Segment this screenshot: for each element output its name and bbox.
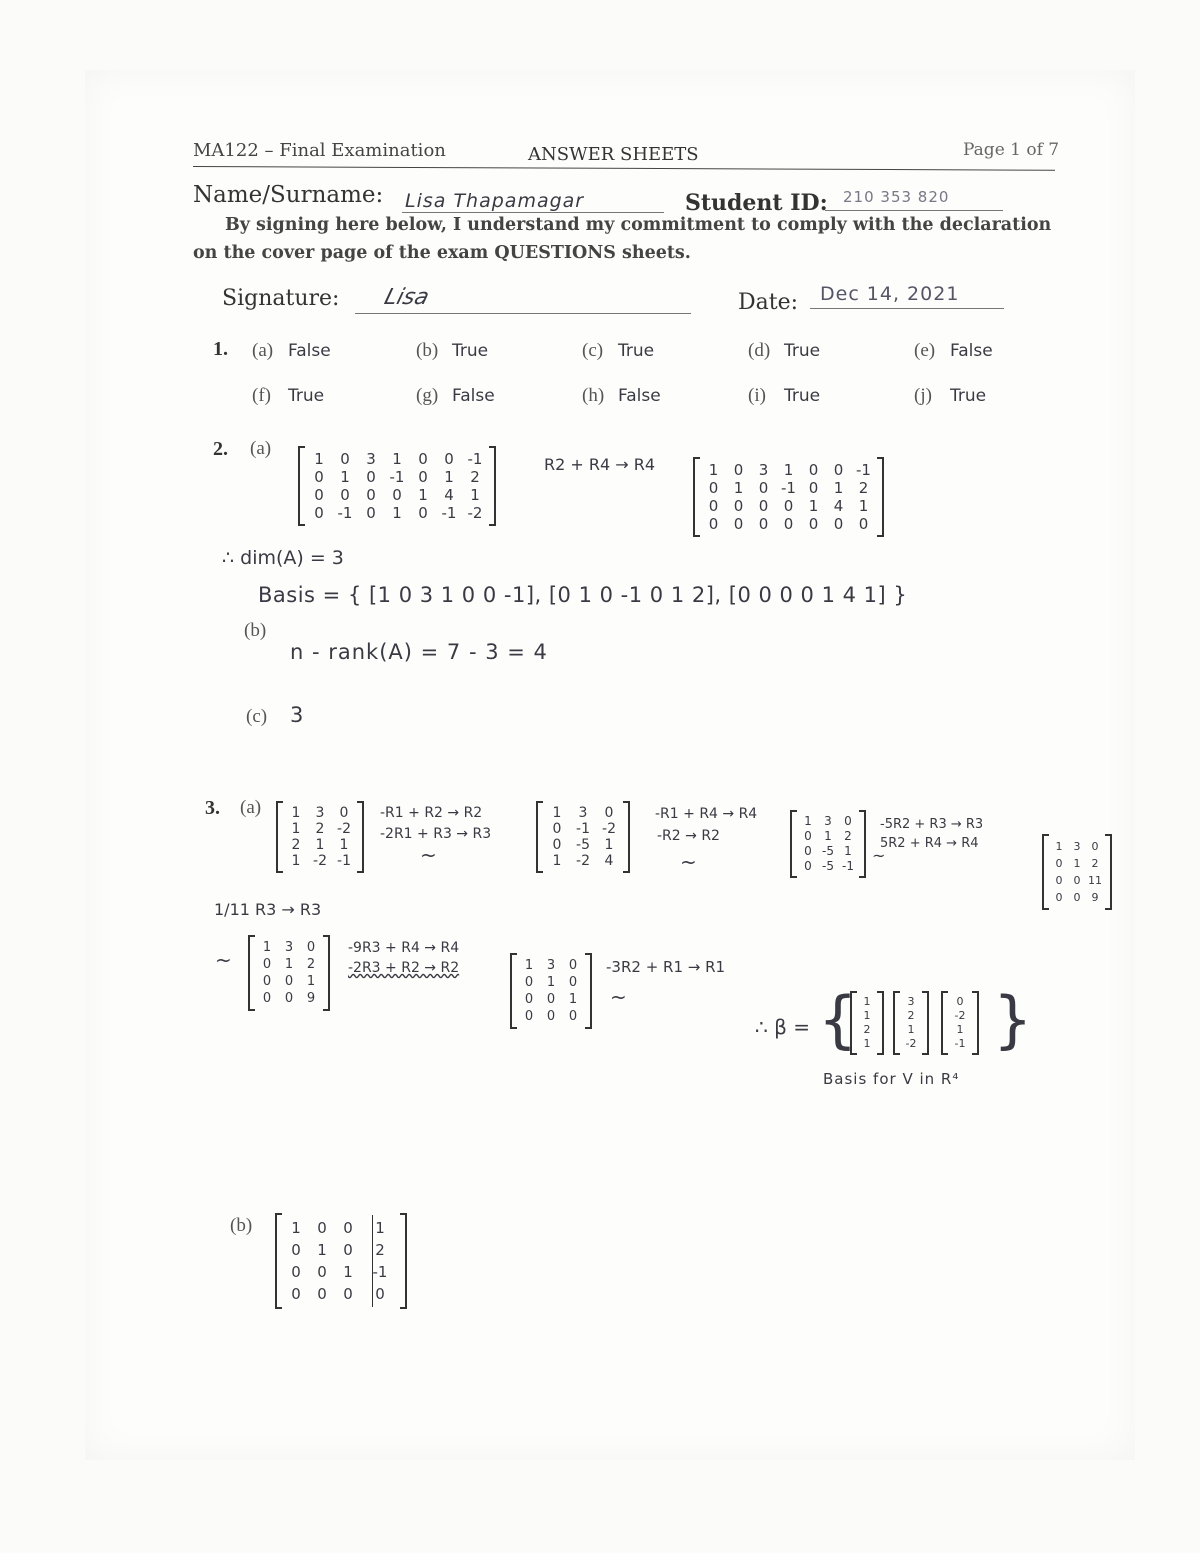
matrix-entry: 1 <box>708 461 719 479</box>
q1-answer-label: (j) <box>914 385 932 406</box>
date-value: Dec 14, 2021 <box>820 283 960 305</box>
q3-matrix-1 <box>276 803 364 871</box>
matrix-entry: 1 <box>314 450 324 468</box>
matrix-entry: 0 <box>317 1219 327 1237</box>
matrix-entry: 1 <box>339 837 349 853</box>
signature-value: Lisa <box>381 285 432 310</box>
matrix-entry: 0 <box>546 992 556 1007</box>
matrix-entry: 0 <box>314 486 324 504</box>
matrix-entry: 0 <box>284 991 294 1006</box>
matrix-entry: 2 <box>863 1023 871 1036</box>
matrix-entry: 0 <box>604 805 614 821</box>
matrix-entry: 3 <box>546 958 556 973</box>
q3-op-4: 1/11 R3 → R3 <box>214 900 322 919</box>
q3-op-1b: -2R1 + R3 → R3 <box>380 826 492 842</box>
q3-matrix-4 <box>1042 836 1112 908</box>
q3-op-1a: -R1 + R2 → R2 <box>380 805 483 821</box>
matrix-entry: -2 <box>954 1009 966 1022</box>
matrix-entry: 0 <box>804 829 812 843</box>
matrix-entry: 3 <box>578 805 588 821</box>
matrix-entry: 0 <box>375 1285 385 1303</box>
matrix-entry: 4 <box>444 486 454 504</box>
matrix-entry: 1 <box>315 837 325 853</box>
declaration-line-2: on the cover page of the exam QUESTIONS sheets. <box>193 243 691 263</box>
matrix-entry: 3 <box>315 805 325 821</box>
matrix-entry: -1 <box>856 461 871 479</box>
matrix-entry: 0 <box>340 486 350 504</box>
matrix-entry: 0 <box>1091 840 1099 853</box>
matrix-entry: 0 <box>306 940 316 955</box>
q1-answer-value: False <box>452 386 495 406</box>
matrix-entry: 2 <box>315 821 325 837</box>
q1-answer-value: True <box>784 341 821 361</box>
q3-basis-caption: Basis for V in R⁴ <box>823 1070 960 1088</box>
q3-tilde-1: ~ <box>420 843 437 867</box>
matrix-entry: 0 <box>808 479 819 497</box>
matrix-entry: 0 <box>392 486 402 504</box>
q1-answer-value: True <box>950 386 987 406</box>
matrix-entry: 1 <box>392 450 402 468</box>
matrix-entry: 0 <box>568 1009 578 1024</box>
matrix-entry: 1 <box>524 958 534 973</box>
matrix-entry: 0 <box>808 515 819 533</box>
course-title: MA122 – Final Examination <box>193 140 446 161</box>
matrix-entry: 1 <box>444 468 454 486</box>
matrix-entry: 0 <box>343 1241 353 1259</box>
matrix-entry: 1 <box>824 829 832 843</box>
q3-tilde-2: ~ <box>680 850 697 874</box>
matrix-entry: -1 <box>467 450 483 468</box>
matrix-entry: 0 <box>317 1263 327 1281</box>
matrix-entry: 0 <box>833 461 844 479</box>
student-id-value: 210 353 820 <box>843 188 950 206</box>
q3-op-5a: -9R3 + R4 → R4 <box>348 940 460 956</box>
matrix-entry: 1 <box>418 486 428 504</box>
matrix-entry: -2 <box>313 853 327 869</box>
matrix-entry: 1 <box>804 814 812 828</box>
matrix-entry: 2 <box>291 837 301 853</box>
q1-answer-label: (a) <box>252 340 274 361</box>
matrix-entry: 1 <box>291 821 301 837</box>
matrix-entry: 1 <box>1073 857 1081 870</box>
matrix-entry: 0 <box>708 479 719 497</box>
q3-beta-label: ∴ β = <box>755 1015 810 1039</box>
matrix-entry: 0 <box>1055 874 1063 887</box>
matrix-entry: 0 <box>524 975 534 990</box>
matrix-entry: 0 <box>291 1263 301 1281</box>
matrix-entry: 1 <box>262 940 272 955</box>
q2-part-b: (b) <box>244 620 267 641</box>
matrix-entry: 0 <box>758 497 769 515</box>
sheet-title: ANSWER SHEETS <box>528 144 699 165</box>
matrix-entry: 2 <box>844 829 852 843</box>
q3-tilde-5: ~ <box>610 985 627 1009</box>
q3-matrix-2 <box>536 803 630 871</box>
q3-basis-open-brace: { <box>818 983 858 1056</box>
q2-part-c: (c) <box>246 706 268 727</box>
matrix-entry: 0 <box>317 1285 327 1303</box>
matrix-entry: 0 <box>343 1285 353 1303</box>
q1-answer-label: (h) <box>582 385 605 406</box>
matrix-entry: 3 <box>1073 840 1081 853</box>
q1-answer-value: True <box>288 386 325 406</box>
matrix-entry: 1 <box>291 805 301 821</box>
matrix-entry: 1 <box>343 1263 353 1281</box>
matrix-entry: 0 <box>808 461 819 479</box>
matrix-entry: 2 <box>907 1009 915 1022</box>
q1-answer-value: False <box>288 341 331 361</box>
matrix-entry: 0 <box>314 504 324 522</box>
q3-augment-divider <box>372 1215 373 1307</box>
matrix-entry: -1 <box>337 504 353 522</box>
q3-basis-vector-2 <box>893 993 929 1053</box>
name-label: Name/Surname: <box>193 182 384 208</box>
matrix-entry: -2 <box>576 853 590 869</box>
student-id-label: Student ID: <box>685 190 828 216</box>
matrix-entry: 1 <box>317 1241 327 1259</box>
q3-basis-close-brace: } <box>993 983 1033 1056</box>
matrix-entry: 0 <box>552 821 562 837</box>
matrix-entry: 1 <box>568 992 578 1007</box>
matrix-entry: 0 <box>262 991 272 1006</box>
q3-basis-vector-3 <box>941 993 979 1053</box>
matrix-entry: 1 <box>552 805 562 821</box>
matrix-entry: 0 <box>804 844 812 858</box>
matrix-entry: 4 <box>833 497 844 515</box>
q3-op-3b: 5R2 + R4 → R4 <box>880 836 979 851</box>
matrix-entry: 3 <box>824 814 832 828</box>
matrix-entry: 2 <box>1091 857 1099 870</box>
matrix-entry: 1 <box>863 1037 871 1050</box>
q1-answer-label: (d) <box>748 340 771 361</box>
matrix-entry: 3 <box>907 995 915 1008</box>
q2-part-c-value: 3 <box>290 703 304 727</box>
matrix-entry: 0 <box>733 497 744 515</box>
signature-label: Signature: <box>222 286 340 311</box>
matrix-entry: 0 <box>314 468 324 486</box>
matrix-entry: -1 <box>337 853 351 869</box>
q3-tilde-4: ~ <box>215 948 232 972</box>
matrix-entry: 9 <box>1091 891 1099 904</box>
name-underline <box>402 212 664 213</box>
matrix-entry: -1 <box>576 821 590 837</box>
q3-part-b: (b) <box>230 1215 253 1236</box>
q1-answer-label: (b) <box>416 340 439 361</box>
matrix-entry: 1 <box>956 1023 964 1036</box>
matrix-entry: 1 <box>733 479 744 497</box>
page-indicator: Page 1 of 7 <box>963 140 1060 160</box>
q1-answer-label: (g) <box>416 385 439 406</box>
matrix-entry: 0 <box>546 1009 556 1024</box>
matrix-entry: 0 <box>568 958 578 973</box>
q3-op-3a: -5R2 + R3 → R3 <box>880 817 984 832</box>
q1-number: 1. <box>213 338 228 360</box>
matrix-entry: 0 <box>291 1285 301 1303</box>
q2-matrix-reduced <box>693 459 884 535</box>
matrix-entry: 1 <box>392 504 402 522</box>
matrix-entry: 1 <box>284 957 294 972</box>
matrix-entry: 0 <box>340 450 350 468</box>
matrix-entry: 2 <box>375 1241 385 1259</box>
matrix-entry: 0 <box>1073 874 1081 887</box>
q1-answer-value: True <box>618 341 655 361</box>
q1-answer-value: True <box>452 341 489 361</box>
matrix-entry: 0 <box>708 515 719 533</box>
matrix-entry: 0 <box>1055 891 1063 904</box>
matrix-entry: 2 <box>858 479 869 497</box>
matrix-entry: 1 <box>844 844 852 858</box>
matrix-entry: 0 <box>956 995 964 1008</box>
q1-answer-value: False <box>950 341 993 361</box>
q3-matrix-3 <box>790 812 866 876</box>
matrix-entry: 1 <box>291 1219 301 1237</box>
matrix-entry: 0 <box>783 497 794 515</box>
q3-op-6: -3R2 + R1 → R1 <box>606 958 726 976</box>
matrix-entry: 1 <box>808 497 819 515</box>
q3-basis-vector-1 <box>850 993 884 1053</box>
q3-matrix-5 <box>248 937 330 1009</box>
matrix-entry: -1 <box>954 1037 966 1050</box>
matrix-entry: 0 <box>262 957 272 972</box>
q1-answer-label: (f) <box>252 385 271 406</box>
matrix-entry: 0 <box>1073 891 1081 904</box>
q2-number: 2. <box>213 438 228 460</box>
matrix-entry: 0 <box>758 515 769 533</box>
matrix-entry: 0 <box>284 974 294 989</box>
declaration-line-1: By signing here below, I understand my commitment to comply with the declaration <box>225 215 1052 235</box>
q3-matrix-6 <box>510 955 592 1027</box>
matrix-entry: 0 <box>262 974 272 989</box>
q2-row-op: R2 + R4 → R4 <box>544 455 656 474</box>
matrix-entry: 0 <box>833 515 844 533</box>
q3-op-2b: -R2 → R2 <box>657 828 720 844</box>
matrix-entry: 0 <box>418 504 428 522</box>
q3-op-2a: -R1 + R4 → R4 <box>655 806 758 822</box>
matrix-entry: 4 <box>604 853 614 869</box>
matrix-entry: -1 <box>781 479 796 497</box>
date-underline <box>810 308 1004 309</box>
matrix-entry: 0 <box>758 479 769 497</box>
matrix-entry: 3 <box>284 940 294 955</box>
matrix-entry: -5 <box>822 844 834 858</box>
matrix-entry: 0 <box>291 1241 301 1259</box>
matrix-entry: 1 <box>340 468 350 486</box>
matrix-entry: 0 <box>418 468 428 486</box>
matrix-entry: 0 <box>418 450 428 468</box>
name-value: Lisa Thapamagar <box>405 190 585 212</box>
matrix-entry: -1 <box>441 504 457 522</box>
answer-sheet-paper <box>85 70 1135 1460</box>
matrix-entry: -2 <box>337 821 351 837</box>
matrix-entry: 0 <box>366 468 376 486</box>
matrix-entry: 0 <box>858 515 869 533</box>
matrix-entry: 0 <box>366 504 376 522</box>
q2-part-a: (a) <box>250 438 272 459</box>
signature-underline <box>355 313 691 314</box>
matrix-entry: 1 <box>470 486 480 504</box>
date-label: Date: <box>738 290 799 315</box>
matrix-entry: -2 <box>602 821 616 837</box>
matrix-entry: 0 <box>339 805 349 821</box>
matrix-entry: 0 <box>524 1009 534 1024</box>
matrix-entry: 0 <box>343 1219 353 1237</box>
matrix-entry: -5 <box>822 859 834 873</box>
q1-answer-label: (i) <box>748 385 766 406</box>
matrix-entry: 1 <box>306 974 316 989</box>
matrix-entry: 1 <box>604 837 614 853</box>
q3-part-a: (a) <box>240 797 262 818</box>
matrix-entry: 1 <box>863 1009 871 1022</box>
matrix-entry: 0 <box>708 497 719 515</box>
matrix-entry: -1 <box>389 468 405 486</box>
matrix-entry: 1 <box>375 1219 385 1237</box>
matrix-entry: -1 <box>372 1263 388 1281</box>
id-underline <box>825 210 1003 211</box>
matrix-entry: 0 <box>844 814 852 828</box>
matrix-entry: 1 <box>833 479 844 497</box>
matrix-entry: 2 <box>306 957 316 972</box>
matrix-entry: 1 <box>552 853 562 869</box>
matrix-entry: 0 <box>733 461 744 479</box>
matrix-entry: 1 <box>546 975 556 990</box>
matrix-entry: 1 <box>783 461 794 479</box>
matrix-entry: 0 <box>524 992 534 1007</box>
q2-basis: Basis = { [1 0 3 1 0 0 -1], [0 1 0 -1 0 1 2], [0 0 0 0 1 4 1] } <box>258 583 908 607</box>
q3-augmented-matrix <box>275 1215 407 1307</box>
matrix-entry: -2 <box>905 1037 917 1050</box>
matrix-entry: 9 <box>306 991 316 1006</box>
matrix-entry: 3 <box>366 450 376 468</box>
q3-tilde-3: ~ <box>872 846 886 865</box>
matrix-entry: 0 <box>783 515 794 533</box>
matrix-entry: 3 <box>758 461 769 479</box>
q2-nullity: n - rank(A) = 7 - 3 = 4 <box>290 640 548 664</box>
matrix-entry: 0 <box>552 837 562 853</box>
q1-answer-label: (c) <box>582 340 604 361</box>
matrix-entry: 11 <box>1088 874 1102 887</box>
matrix-entry: 0 <box>366 486 376 504</box>
matrix-entry: 1 <box>863 995 871 1008</box>
q2-dimension: ∴ dim(A) = 3 <box>222 547 344 569</box>
matrix-entry: 2 <box>470 468 480 486</box>
matrix-entry: 1 <box>907 1023 915 1036</box>
matrix-entry: 0 <box>444 450 454 468</box>
matrix-entry: -1 <box>842 859 854 873</box>
matrix-entry: -5 <box>576 837 590 853</box>
q2-matrix-original <box>298 448 496 524</box>
q1-answer-value: True <box>784 386 821 406</box>
matrix-entry: 0 <box>733 515 744 533</box>
matrix-entry: 0 <box>1055 857 1063 870</box>
matrix-entry: 0 <box>804 859 812 873</box>
matrix-entry: 1 <box>1055 840 1063 853</box>
q1-answer-value: False <box>618 386 661 406</box>
matrix-entry: 0 <box>568 975 578 990</box>
matrix-entry: 1 <box>858 497 869 515</box>
matrix-entry: 1 <box>291 853 301 869</box>
q1-answer-label: (e) <box>914 340 936 361</box>
q3-number: 3. <box>205 797 220 819</box>
q3-op-5b: -2R3 + R2 → R2 <box>348 960 460 976</box>
matrix-entry: -2 <box>467 504 483 522</box>
